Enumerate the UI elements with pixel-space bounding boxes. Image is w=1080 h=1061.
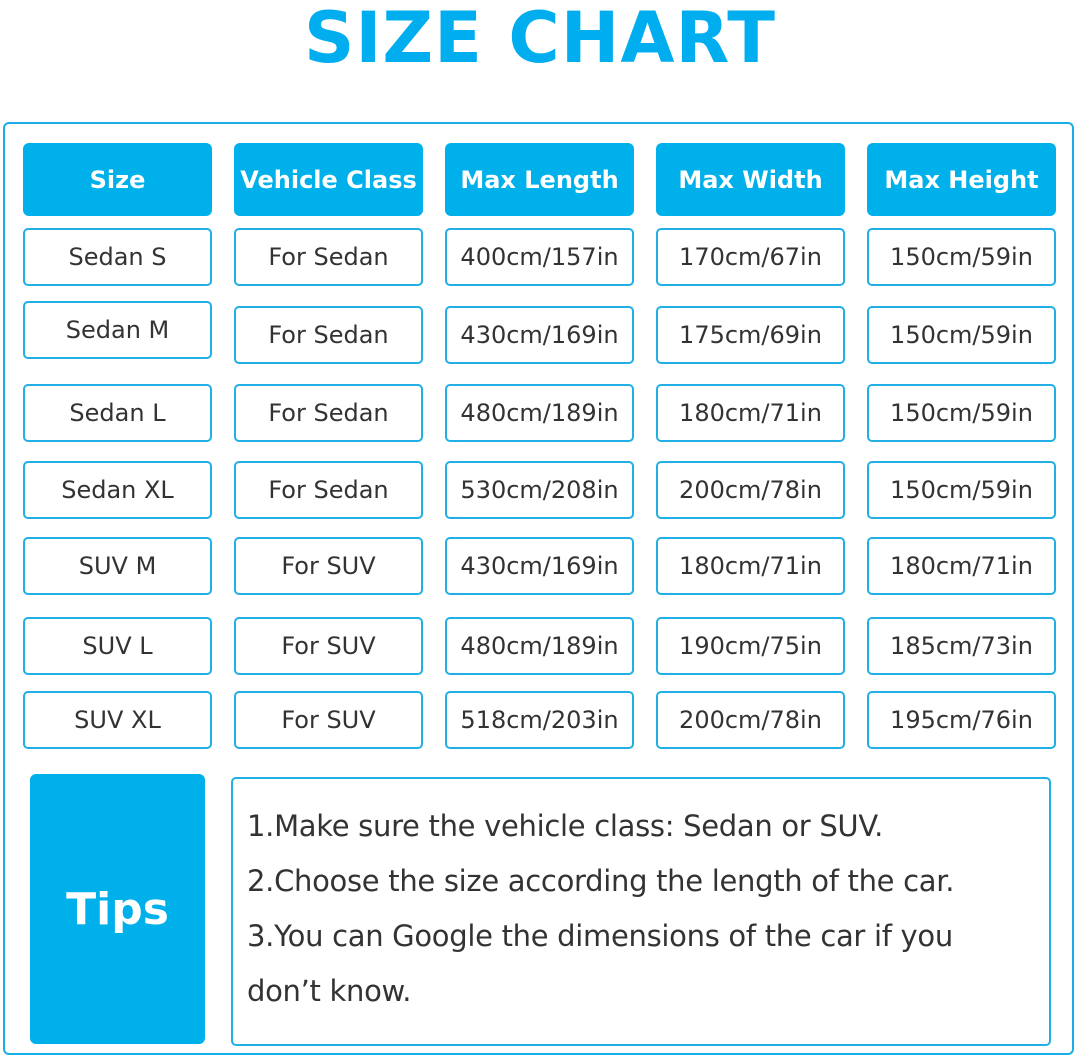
- table-cell: 200cm/78in: [656, 691, 845, 749]
- table-cell: For Sedan: [234, 461, 423, 519]
- table-cell: 175cm/69in: [656, 306, 845, 364]
- table-cell: 185cm/73in: [867, 617, 1056, 675]
- column-header-size: Size: [23, 143, 212, 216]
- page-title: SIZE CHART: [303, 0, 777, 79]
- column-header-max-length: Max Length: [445, 143, 634, 216]
- table-cell: For Sedan: [234, 306, 423, 364]
- table-cell: 195cm/76in: [867, 691, 1056, 749]
- tip-line: 3.You can Google the dimensions of the car if you don’t know.: [247, 919, 953, 1008]
- table-cell: For SUV: [234, 617, 423, 675]
- table-cell: 430cm/169in: [445, 306, 634, 364]
- tips-label: Tips: [30, 774, 205, 1044]
- table-cell: 180cm/71in: [867, 537, 1056, 595]
- column-header-vehicle-class: Vehicle Class: [234, 143, 423, 216]
- table-cell: 150cm/59in: [867, 306, 1056, 364]
- table-cell: 180cm/71in: [656, 537, 845, 595]
- table-cell: For SUV: [234, 537, 423, 595]
- table-cell: SUV XL: [23, 691, 212, 749]
- tips-box: [231, 777, 1051, 1046]
- table-cell: 170cm/67in: [656, 228, 845, 286]
- table-cell: 518cm/203in: [445, 691, 634, 749]
- table-cell: 530cm/208in: [445, 461, 634, 519]
- column-header-max-height: Max Height: [867, 143, 1056, 216]
- table-cell: 190cm/75in: [656, 617, 845, 675]
- table-cell: SUV L: [23, 617, 212, 675]
- table-cell: Sedan M: [23, 301, 212, 359]
- table-cell: 150cm/59in: [867, 384, 1056, 442]
- table-cell: Sedan L: [23, 384, 212, 442]
- table-cell: 480cm/189in: [445, 617, 634, 675]
- table-cell: Sedan S: [23, 228, 212, 286]
- table-cell: For SUV: [234, 691, 423, 749]
- table-cell: For Sedan: [234, 384, 423, 442]
- table-cell: 150cm/59in: [867, 461, 1056, 519]
- table-cell: Sedan XL: [23, 461, 212, 519]
- tip-line: 1.Make sure the vehicle class: Sedan or SUV.: [247, 809, 884, 843]
- column-header-max-width: Max Width: [656, 143, 845, 216]
- table-cell: For Sedan: [234, 228, 423, 286]
- table-cell: 430cm/169in: [445, 537, 634, 595]
- table-cell: 150cm/59in: [867, 228, 1056, 286]
- table-cell: 180cm/71in: [656, 384, 845, 442]
- table-cell: 400cm/157in: [445, 228, 634, 286]
- tip-line: 2.Choose the size according the length of the car.: [247, 864, 955, 898]
- table-cell: SUV M: [23, 537, 212, 595]
- table-cell: 480cm/189in: [445, 384, 634, 442]
- table-cell: 200cm/78in: [656, 461, 845, 519]
